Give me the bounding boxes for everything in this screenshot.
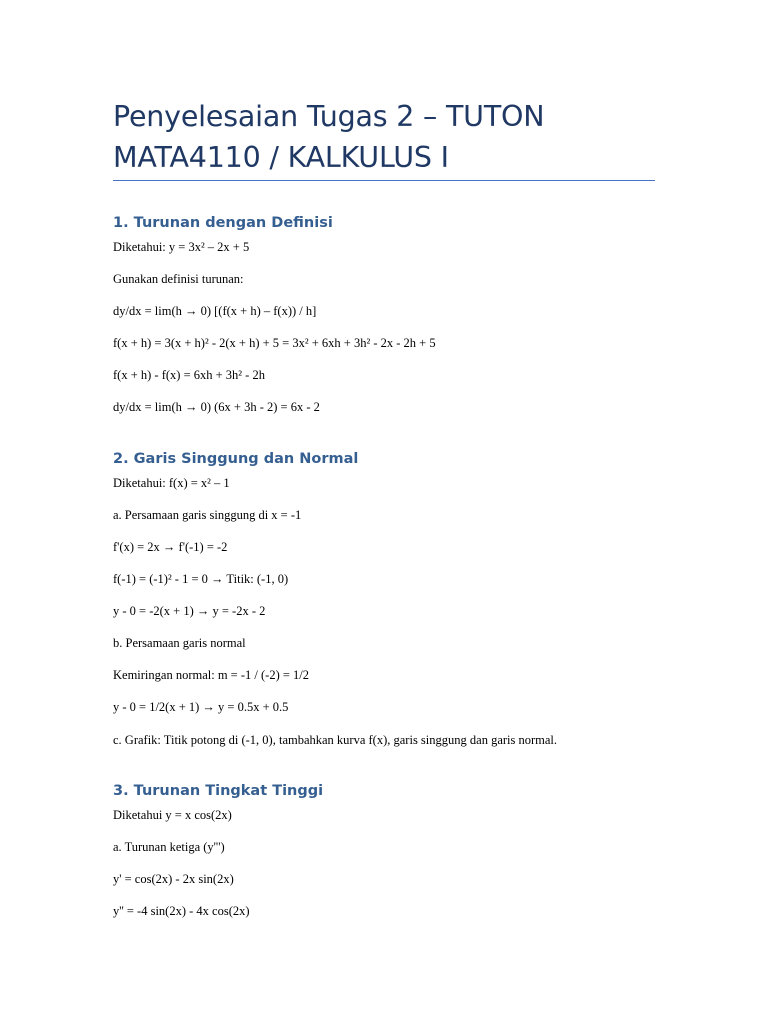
section-2-line-6: b. Persamaan garis normal — [113, 636, 246, 650]
section-2-line-5: y - 0 = -2(x + 1) → y = -2x - 2 — [113, 604, 266, 618]
section-2-line-1: Diketahui: f(x) = x² – 1 — [113, 476, 230, 490]
document-title-line-1: Penyelesaian Tugas 2 – TUTON — [113, 100, 545, 133]
document-title — [113, 96, 673, 178]
section-3-line-2: a. Turunan ketiga (y''') — [113, 840, 225, 854]
section-3-line-1: Diketahui y = x cos(2x) — [113, 808, 232, 822]
section-2-line-2: a. Persamaan garis singgung di x = -1 — [113, 508, 302, 522]
section-2-line-3: f'(x) = 2x → f'(-1) = -2 — [113, 540, 228, 554]
section-2-line-8: y - 0 = 1/2(x + 1) → y = 0.5x + 0.5 — [113, 700, 289, 714]
section-3-heading: 3. Turunan Tingkat Tinggi — [113, 783, 324, 799]
document-title-line-2: MATA4110 / KALKULUS I — [113, 141, 449, 174]
section-2-line-9: c. Grafik: Titik potong di (-1, 0), tambahkan kurva f(x), garis singgung dan garis normal. — [113, 733, 558, 747]
section-1-line-4: f(x + h) = 3(x + h)² - 2(x + h) + 5 = 3x² + 6xh + 3h² - 2x - 2h + 5 — [113, 336, 436, 350]
section-1-heading: 1. Turunan dengan Definisi — [113, 215, 333, 231]
section-2-line-4: f(-1) = (-1)² - 1 = 0 → Titik: (-1, 0) — [113, 572, 289, 586]
section-1-line-6: dy/dx = lim(h → 0) (6x + 3h - 2) = 6x - 2 — [113, 400, 320, 414]
section-2-heading: 2. Garis Singgung dan Normal — [113, 451, 359, 467]
section-3-line-3: y' = cos(2x) - 2x sin(2x) — [113, 872, 234, 886]
section-1-line-3: dy/dx = lim(h → 0) [(f(x + h) – f(x)) / h] — [113, 304, 317, 318]
section-3-line-4: y'' = -4 sin(2x) - 4x cos(2x) — [113, 904, 250, 918]
title-underline — [113, 180, 655, 181]
section-1-line-1: Diketahui: y = 3x² – 2x + 5 — [113, 240, 250, 254]
section-2-line-7: Kemiringan normal: m = -1 / (-2) = 1/2 — [113, 668, 310, 682]
section-1-line-2: Gunakan definisi turunan: — [113, 272, 244, 286]
section-1-line-5: f(x + h) - f(x) = 6xh + 3h² - 2h — [113, 368, 265, 382]
